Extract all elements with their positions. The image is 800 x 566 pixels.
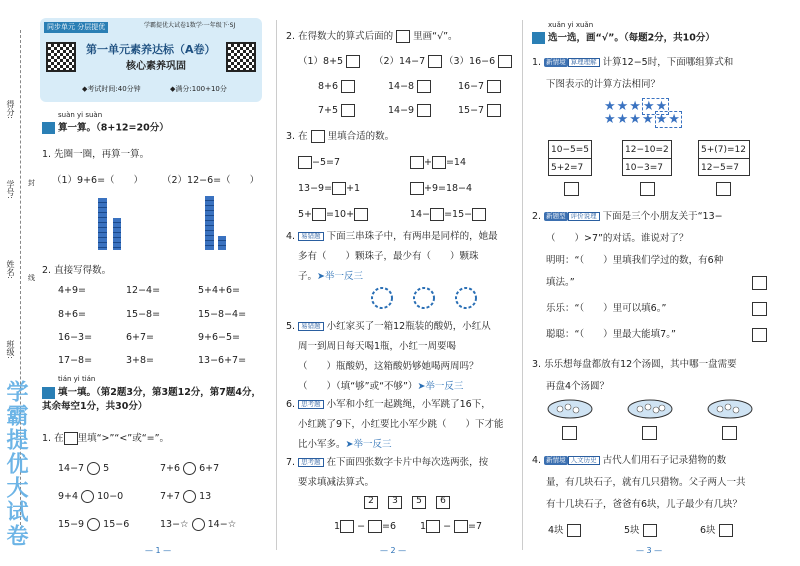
q3-text: + bbox=[424, 157, 432, 168]
p2-q3b: 里填合适的数。 bbox=[327, 131, 395, 142]
choice-check-box[interactable] bbox=[564, 182, 579, 196]
q2-item bbox=[388, 104, 431, 117]
answer-box[interactable] bbox=[311, 130, 325, 143]
answer-box[interactable] bbox=[487, 80, 501, 93]
eq-prefix: 1 bbox=[420, 521, 427, 532]
p2-q5: 小红家买了一箱12瓶装的酸奶，小红从 bbox=[326, 321, 491, 332]
answer-box[interactable] bbox=[417, 104, 431, 117]
s3-q1: 计算12−5时，下面哪组算式和 bbox=[602, 57, 734, 68]
answer-box[interactable] bbox=[432, 156, 446, 169]
unit-cubes-left bbox=[113, 218, 121, 250]
number-card: 3 bbox=[388, 496, 402, 509]
compare-row bbox=[58, 518, 129, 531]
q2-item bbox=[388, 80, 431, 93]
practice-link[interactable]: ➤举一反三 bbox=[317, 271, 363, 282]
s2-pinyin: tián yi tián bbox=[58, 375, 96, 383]
dumpling-plates bbox=[546, 398, 756, 420]
choice-check-box[interactable] bbox=[640, 182, 655, 196]
s3-q2: 下面是三个小朋友关于“13− bbox=[602, 211, 723, 222]
bead-ring-3 bbox=[456, 288, 476, 308]
choice-card-b bbox=[622, 140, 672, 176]
practice-link[interactable]: ➤举一反三 bbox=[417, 381, 464, 392]
s3-q4-row: 4. 新情境 人文历史 古代人们用石子记录猎物的数 bbox=[532, 455, 727, 466]
compare-circle[interactable] bbox=[192, 518, 205, 531]
compare-right: 13 bbox=[199, 491, 212, 502]
q3-text: 14− bbox=[410, 209, 431, 220]
choice-check-box[interactable] bbox=[716, 182, 731, 196]
answer-box[interactable] bbox=[454, 520, 468, 533]
p2-q2b-tail: 里画“√”。 bbox=[413, 31, 458, 42]
q2-item bbox=[444, 55, 512, 68]
answer-box[interactable] bbox=[426, 520, 440, 533]
s3-q3b: 再盘4个汤圆？ bbox=[546, 381, 610, 392]
q2-label: （2）14−7 bbox=[374, 56, 426, 67]
tag-badge: 易错题 bbox=[298, 322, 324, 331]
q3-text: +1 bbox=[346, 183, 361, 194]
choice-check-box[interactable] bbox=[752, 328, 767, 342]
q3-text: +9=18−4 bbox=[424, 183, 473, 194]
option-label: 4块 bbox=[548, 525, 564, 536]
compare-circle[interactable] bbox=[87, 518, 100, 531]
p2-q7b: 要求填减法算式。 bbox=[298, 477, 375, 488]
choice-line: 5+(7)=12 bbox=[699, 141, 749, 159]
choice-line: 10−3=7 bbox=[625, 163, 663, 173]
answer-box[interactable] bbox=[64, 432, 78, 445]
choice-check-box[interactable] bbox=[752, 276, 767, 290]
page-number-2: — 2 — bbox=[380, 546, 407, 555]
s3-q2b: （ ）>7”的对话。谁说对了？ bbox=[546, 233, 689, 244]
s1-heading-row bbox=[42, 122, 169, 134]
q3-eq bbox=[298, 182, 360, 195]
column-divider bbox=[522, 20, 523, 550]
tag-badge: 新情境 bbox=[546, 456, 566, 465]
compare-left: 14−7 bbox=[58, 463, 85, 474]
compare-circle[interactable] bbox=[183, 462, 196, 475]
exam-subtitle: 核心素养巩固 bbox=[126, 61, 186, 72]
unit-cubes-right bbox=[218, 236, 226, 250]
choice-check-box[interactable] bbox=[722, 426, 737, 440]
eq-prefix: 1 bbox=[334, 521, 341, 532]
s1-q1b: （2）12−6=（ ） bbox=[162, 175, 260, 186]
option-label: 6块 bbox=[700, 525, 716, 536]
q3-text: =10+ bbox=[326, 209, 355, 220]
s1-pinyin: suàn yi suàn bbox=[58, 111, 103, 119]
tag-badge: 思考题 bbox=[298, 400, 324, 409]
score-label: 得分: bbox=[6, 100, 15, 119]
choice-check-box[interactable] bbox=[567, 524, 581, 537]
tag-badge: 新题型 bbox=[546, 212, 566, 221]
s3-q4: 古代人们用石子记录猎物的数 bbox=[602, 455, 727, 466]
s3-q2e: 乐乐：“（ ）里可以填6。” bbox=[546, 303, 667, 314]
q7-eq2: 1 − =7 bbox=[420, 521, 483, 532]
compare-left: 7+7 bbox=[160, 491, 181, 502]
calc-item: 3+8= bbox=[126, 355, 155, 366]
s1-heading: 算一算。（8+12=20分） bbox=[58, 122, 169, 134]
answer-box[interactable] bbox=[472, 208, 486, 221]
s3-q3: 3. 乐乐想每盘都放有12个汤圆，其中哪一盘需要 bbox=[532, 359, 737, 370]
answer-option bbox=[700, 524, 733, 537]
compare-left: 15−9 bbox=[58, 519, 85, 530]
q2-label: 7+5 bbox=[318, 105, 339, 116]
q7-eq1: 1 − =6 bbox=[334, 521, 397, 532]
qr-code-right bbox=[226, 42, 256, 72]
choice-line: 12−10=2 bbox=[623, 141, 671, 159]
q2-item bbox=[318, 104, 355, 117]
q3-text: =14 bbox=[445, 157, 467, 168]
calc-item: 8+6= bbox=[58, 309, 87, 320]
p2-q6c: 比小军多。 bbox=[298, 439, 346, 450]
s3-heading-row bbox=[532, 32, 715, 44]
tag-badge: 易错题 bbox=[298, 232, 324, 241]
answer-box[interactable] bbox=[354, 208, 368, 221]
answer-box[interactable] bbox=[498, 55, 512, 68]
tag-badge: 思考题 bbox=[298, 458, 324, 467]
choice-check-box[interactable] bbox=[642, 426, 657, 440]
compare-right: 14−☆ bbox=[207, 519, 237, 530]
s2-heading: 填一填。（第2题3分，第3题12分，第7题4分，其余每空1分，共30分） bbox=[42, 387, 262, 412]
compare-left: 7+6 bbox=[160, 463, 181, 474]
calc-item: 16−3= bbox=[58, 332, 93, 343]
number-card: 5 bbox=[412, 496, 426, 509]
calc-item: 4+9= bbox=[58, 285, 87, 296]
s3-q1-row: 1. 新情境 算理理解 计算12−5时，下面哪组算式和 bbox=[532, 57, 734, 68]
calc-item: 9+6−5= bbox=[198, 332, 241, 343]
column-divider bbox=[276, 20, 277, 550]
calc-item: 12−4= bbox=[126, 285, 161, 296]
q2-label: （1）8+5 bbox=[298, 56, 344, 67]
page-number-3: — 3 — bbox=[636, 546, 663, 555]
tag-badge: 人文历史 bbox=[568, 456, 600, 465]
choice-card-c bbox=[698, 140, 750, 176]
compare-right: 10−0 bbox=[97, 491, 124, 502]
choice-line: 12−5=7 bbox=[701, 163, 739, 173]
p2-q2-row bbox=[286, 30, 458, 43]
q2-label: 14−9 bbox=[388, 105, 415, 116]
calc-item: 17−8= bbox=[58, 355, 93, 366]
p2-q6b: 小红跳了9下，小红要比小军少跳（ ）下才能 bbox=[298, 419, 504, 430]
answer-box[interactable] bbox=[340, 520, 354, 533]
section-marker-icon bbox=[42, 122, 55, 134]
p2-q7: 在下面四张数字卡片中每次选两张，按 bbox=[326, 457, 489, 468]
star-icon: ★★★★ bbox=[604, 112, 655, 127]
exam-full-score: ◆满分:100+10分 bbox=[170, 85, 227, 93]
choice-check-box[interactable] bbox=[752, 302, 767, 316]
calc-item: 13−6+7= bbox=[198, 355, 247, 366]
compare-circle[interactable] bbox=[81, 490, 94, 503]
calc-item: 5+4+6= bbox=[198, 285, 241, 296]
s1-q1a: （1）9+6=（ ） bbox=[52, 175, 144, 186]
s3-pinyin: xuǎn yi xuǎn bbox=[548, 21, 594, 29]
s1-q2: 2. 直接写得数。 bbox=[42, 265, 112, 276]
p2-q4c-row bbox=[298, 272, 363, 282]
page-number-1: — 1 — bbox=[145, 546, 172, 555]
p2-q7-row: 7. 思考题 在下面四张数字卡片中每次选两张，按 bbox=[286, 457, 489, 468]
p2-q3: 3. 在 bbox=[286, 131, 308, 142]
id-label: 学号: bbox=[6, 180, 15, 199]
q3-eq bbox=[298, 208, 368, 221]
answer-box[interactable] bbox=[396, 30, 410, 43]
choice-check-box[interactable] bbox=[562, 426, 577, 440]
p2-q4: 下面三串珠子中，有两串是同样的，她最 bbox=[326, 231, 498, 242]
q3-text: −5=7 bbox=[312, 157, 341, 168]
answer-box[interactable] bbox=[312, 208, 326, 221]
star-outline-icon: ★★ bbox=[642, 99, 669, 114]
s2-q1-row bbox=[42, 432, 169, 445]
s1-q1: 1. 先圈一圈，再算一算。 bbox=[42, 149, 150, 160]
compare-row bbox=[58, 462, 109, 475]
compare-circle[interactable] bbox=[183, 490, 196, 503]
q2-label: 14−8 bbox=[388, 81, 415, 92]
answer-box[interactable] bbox=[428, 55, 442, 68]
brand-vertical: 学霸提优大试卷 bbox=[3, 380, 28, 548]
p2-q2: 2. 在得数大的算式后面的 bbox=[286, 31, 394, 42]
p2-q5-row: 5. 易错题 小红家买了一箱12瓶装的酸奶，小红从 bbox=[286, 321, 491, 332]
answer-box[interactable] bbox=[410, 182, 424, 195]
s3-q4b: 量，有几块石子，就有几只猎物。父子两人一共 bbox=[546, 477, 746, 488]
s3-q2c: 明明：“（ ）里填我们学过的数，有6种 bbox=[546, 255, 724, 266]
bead-ring-1 bbox=[372, 288, 392, 308]
star-diagram bbox=[604, 100, 682, 126]
choice-line: 10−5=5 bbox=[549, 141, 591, 159]
answer-box[interactable] bbox=[346, 55, 360, 68]
compare-row bbox=[160, 518, 236, 531]
q2-item bbox=[374, 55, 442, 68]
header-banner bbox=[40, 18, 262, 102]
answer-box[interactable] bbox=[430, 208, 444, 221]
answer-box[interactable] bbox=[487, 104, 501, 117]
section-marker-icon bbox=[532, 32, 545, 44]
compare-row bbox=[160, 490, 211, 503]
q2-label: 16−7 bbox=[458, 81, 485, 92]
calc-item: 15−8−4= bbox=[198, 309, 247, 320]
compare-row bbox=[58, 490, 123, 503]
p2-q3-row bbox=[286, 130, 394, 143]
exam-title: 第一单元素养达标（A卷） bbox=[86, 43, 216, 56]
header-tag: 同步单元 分层提优 bbox=[44, 22, 108, 33]
p2-q5b: 周一到周日每天喝1瓶，小红一周要喝 bbox=[298, 341, 457, 352]
q3-text: 5+ bbox=[298, 209, 313, 220]
q3-text: 13−9= bbox=[298, 183, 333, 194]
answer-box[interactable] bbox=[368, 520, 382, 533]
s3-q1b: 下图表示的计算方法相同？ bbox=[546, 79, 661, 90]
eq-result: =6 bbox=[382, 521, 397, 532]
compare-row bbox=[160, 462, 219, 475]
q3-eq bbox=[410, 156, 466, 169]
answer-box[interactable] bbox=[417, 80, 431, 93]
star-outline-icon: ★★ bbox=[655, 112, 681, 127]
series-label: 学霸提优大试卷1数学·一年级下·SJ bbox=[144, 22, 236, 29]
choice-line: 5+2=7 bbox=[551, 163, 584, 173]
compare-left: 9+4 bbox=[58, 491, 79, 502]
answer-box[interactable] bbox=[341, 104, 355, 117]
p2-q4b: 多有（ ）颗珠子，最少有（ ）颗珠 bbox=[298, 251, 479, 262]
p2-q5d-row bbox=[298, 382, 463, 392]
ten-rod-left bbox=[98, 198, 107, 250]
option-label: 5块 bbox=[624, 525, 640, 536]
q3-text: =15− bbox=[444, 209, 473, 220]
choice-card-a bbox=[548, 140, 592, 176]
exam-time: ◆考试时间:40分钟 bbox=[82, 85, 141, 93]
q3-eq bbox=[410, 182, 472, 195]
s3-q2f: 聪聪：“（ ）里最大能填7。” bbox=[546, 329, 676, 340]
s3-q2d: 填法。” bbox=[546, 277, 575, 288]
compare-right: 15−6 bbox=[103, 519, 130, 530]
q2-item bbox=[318, 80, 355, 93]
s3-q2-row: 2. 新题型 评价说理 下面是三个小朋友关于“13− bbox=[532, 211, 723, 222]
calc-item: 6+7= bbox=[126, 332, 155, 343]
qr-code-left bbox=[46, 42, 76, 72]
p2-q4c: 子。 bbox=[298, 271, 318, 282]
p2-q6: 小军和小红一起跳绳，小军跳了16下， bbox=[326, 399, 491, 410]
answer-option bbox=[624, 524, 657, 537]
number-cards bbox=[364, 496, 450, 509]
s3-q4c: 有十几块石子，爸爸有6块，儿子最少有几块？ bbox=[546, 499, 743, 510]
class-label: 班级: bbox=[6, 340, 15, 359]
line-mark: 线 bbox=[28, 274, 35, 282]
bead-strings bbox=[366, 284, 486, 312]
tag-badge: 评价说理 bbox=[568, 212, 600, 221]
binding-strip bbox=[0, 0, 40, 566]
q2-item bbox=[458, 104, 501, 117]
p2-q6-row: 6. 思考题 小军和小红一起跳绳，小军跳了16下， bbox=[286, 399, 491, 410]
q2-label: （3）16−6 bbox=[444, 56, 496, 67]
p2-q6c-row bbox=[298, 440, 391, 450]
name-label: 姓名: bbox=[6, 260, 15, 279]
eq-result: =7 bbox=[468, 521, 483, 532]
q3-eq bbox=[410, 208, 486, 221]
q2-label: 15−7 bbox=[458, 105, 485, 116]
section-marker-icon bbox=[42, 387, 55, 399]
choice-check-box[interactable] bbox=[719, 524, 733, 537]
compare-right: 5 bbox=[103, 463, 110, 474]
s2-q1b: 里填“>”“<”或“=”。 bbox=[77, 433, 170, 444]
answer-box[interactable] bbox=[332, 182, 346, 195]
seal-mark: 封 bbox=[28, 179, 35, 187]
number-card: 6 bbox=[436, 496, 450, 509]
ten-rod-right bbox=[205, 196, 214, 250]
number-card: 2 bbox=[364, 496, 378, 509]
compare-left: 13−☆ bbox=[160, 519, 189, 530]
answer-box[interactable] bbox=[410, 156, 424, 169]
q3-eq bbox=[298, 156, 340, 169]
answer-box[interactable] bbox=[341, 80, 355, 93]
tag-badge: 算理理解 bbox=[568, 58, 600, 67]
p2-q5d: （ ）（填“够”或“不够”） bbox=[298, 381, 418, 392]
s3-heading: 选一选，画“√”。（每题2分，共10分） bbox=[548, 32, 715, 44]
choice-check-box[interactable] bbox=[643, 524, 657, 537]
answer-box[interactable] bbox=[298, 156, 312, 169]
p2-q4-row: 4. 易错题 下面三串珠子中，有两串是同样的，她最 bbox=[286, 231, 498, 242]
practice-link[interactable]: ➤举一反三 bbox=[345, 439, 392, 450]
tag-badge: 新情境 bbox=[546, 58, 566, 67]
q2-label: 8+6 bbox=[318, 81, 339, 92]
answer-option bbox=[548, 524, 581, 537]
q2-item bbox=[298, 55, 360, 68]
p2-q5c: （ ）瓶酸奶，这箱酸奶够她喝两周吗？ bbox=[298, 361, 479, 372]
compare-right: 6+7 bbox=[199, 463, 220, 474]
s2-q1: 1. 在 bbox=[42, 433, 64, 444]
q2-item bbox=[458, 80, 501, 93]
star-icon: ★★★ bbox=[604, 99, 642, 114]
bead-ring-2 bbox=[414, 288, 434, 308]
s2-heading-row bbox=[42, 386, 270, 414]
calc-item: 15−8= bbox=[126, 309, 161, 320]
compare-circle[interactable] bbox=[87, 462, 100, 475]
